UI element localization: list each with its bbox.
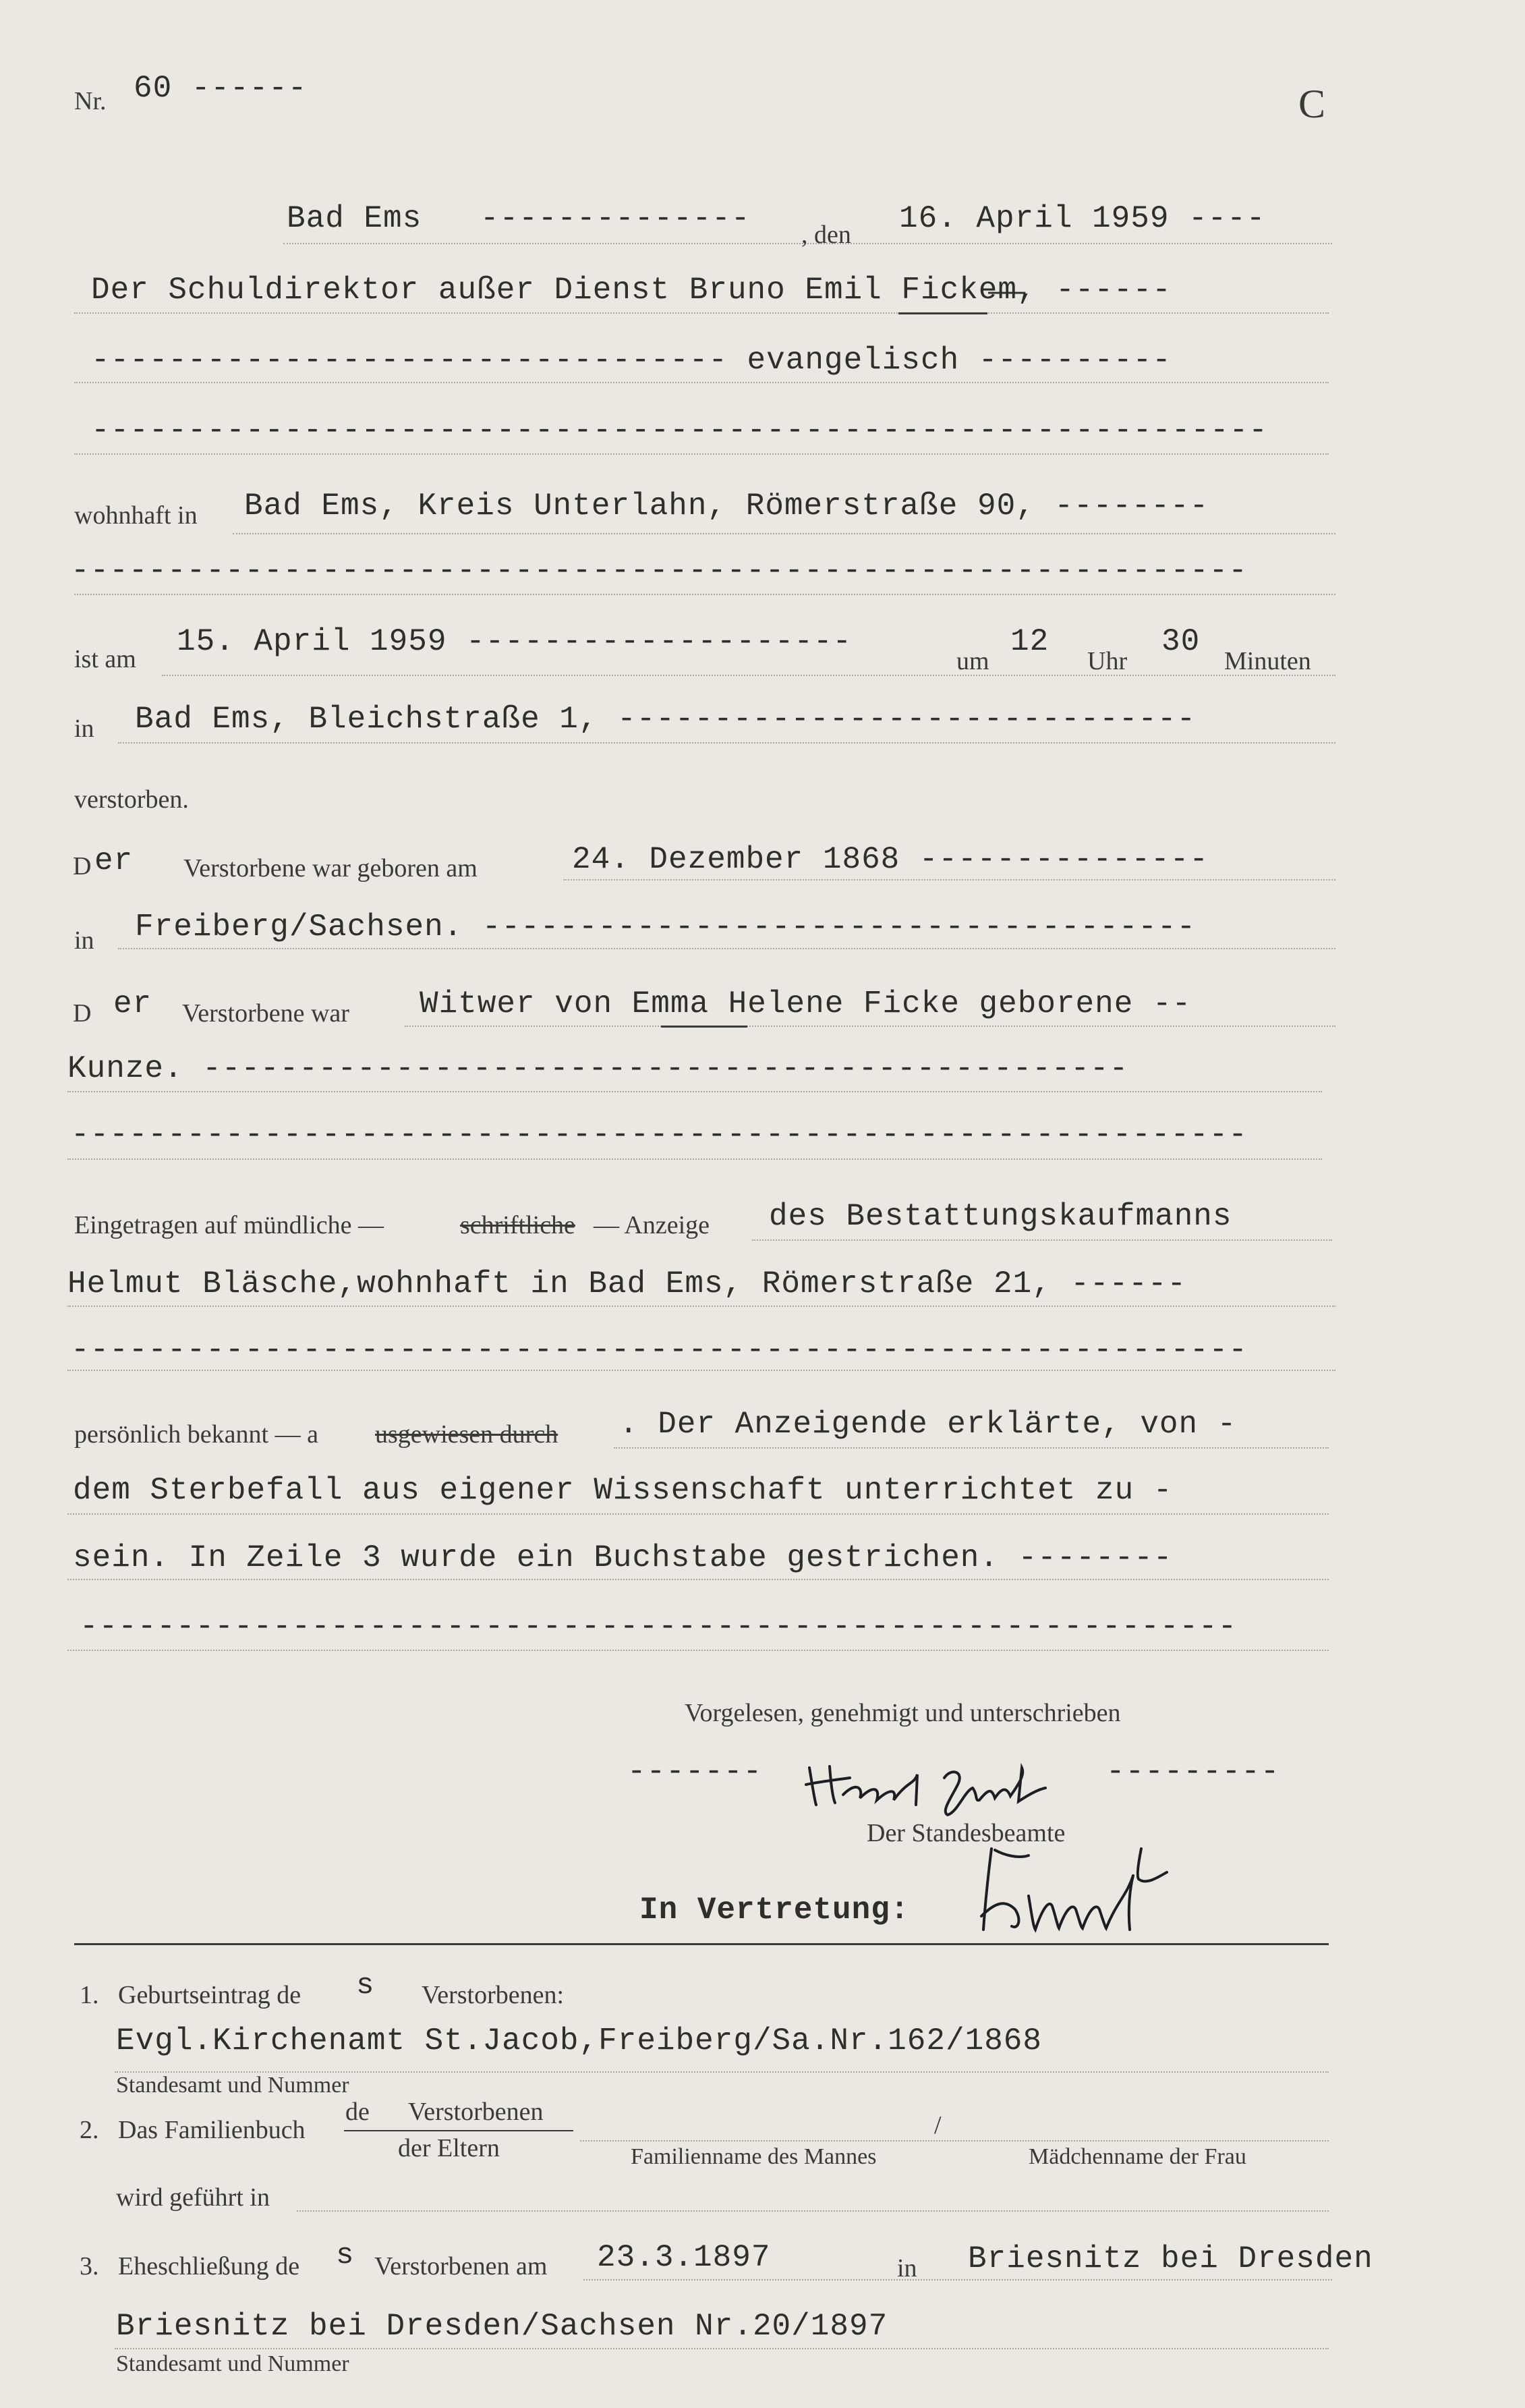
place-dashes: --------------: [480, 201, 751, 236]
note2-kept-label: wird geführt in: [116, 2183, 270, 2212]
nr-label: Nr.: [74, 87, 107, 115]
deceased-name-line: Der Schuldirektor außer Dienst Bruno Emil Ficke̶m̶, ------: [91, 273, 1172, 308]
death-minutes: 30: [1161, 624, 1201, 659]
note2-option-deceased: Verstorbenen: [408, 2098, 544, 2126]
official-signature: [965, 1835, 1187, 1936]
note1-sub: Standesamt und Nummer: [116, 2073, 349, 2098]
note2-husband-label: Familienname des Mannes: [631, 2144, 877, 2169]
note3-label-a: Eheschließung de: [118, 2252, 300, 2280]
residence-line-2: -------------------------------------------------------------: [71, 553, 1248, 588]
note2-label: Das Familienbuch: [118, 2116, 306, 2144]
death-place: Bad Ems, Bleichstraße 1, ------------------------------: [135, 702, 1197, 737]
note2-option-parents: der Eltern: [398, 2134, 500, 2162]
den-label: , den: [801, 221, 851, 249]
marital-value: Witwer von Emma Helene Ficke geborene --: [420, 986, 1192, 1021]
note1-value: Evgl.Kirchenamt St.Jacob,Freiberg/Sa.Nr.162/1868: [116, 2023, 1043, 2059]
note2-option-divider: [344, 2130, 573, 2131]
registration-label-a: Eingetragen auf mündliche —: [74, 1211, 384, 1239]
signature-dashes-left: -------: [627, 1754, 763, 1789]
informant-line-3: -------------------------------------------------------------: [71, 1333, 1248, 1368]
religion-line: --------------------------------- evangelisch ----------: [91, 343, 1172, 378]
verstorben-label: verstorben.: [74, 785, 189, 814]
deputy-label: In Vertretung:: [639, 1893, 910, 1928]
marital-d-prefix: D: [73, 999, 92, 1028]
informant-signature: [796, 1747, 1059, 1822]
note3-s: s: [336, 2239, 355, 2272]
official-label: Der Standesbeamte: [867, 1819, 1066, 1847]
note3-value: Briesnitz bei Dresden/Sachsen Nr.20/1897: [116, 2309, 888, 2344]
place: Bad Ems: [287, 201, 422, 236]
register-letter: C: [1298, 82, 1326, 126]
residence-label: wohnhaft in: [74, 501, 198, 530]
spouse-underline: [661, 1026, 747, 1028]
registration-label-b: — Anzeige: [594, 1211, 710, 1239]
marriage-place: Briesnitz bei Dresden: [968, 2241, 1373, 2276]
note2-de: de: [345, 2098, 370, 2126]
record-number: 60 ------: [134, 71, 308, 106]
note3-number: 3.: [80, 2252, 99, 2280]
birth-date: 24. Dezember 1868 ---------------: [572, 842, 1209, 877]
in-label: in: [74, 715, 94, 743]
death-hour: 12: [1010, 624, 1049, 659]
identity-line-2: dem Sterbefall aus eigener Wissenschaft unterrichtet zu -: [73, 1473, 1173, 1508]
note2-number: 2.: [80, 2116, 99, 2144]
um-label: um: [956, 647, 989, 675]
uhr-label: Uhr: [1087, 647, 1128, 675]
birth-label: Verstorbene war geboren am: [183, 854, 478, 883]
marital-line-3: -------------------------------------------------------------: [71, 1117, 1248, 1152]
marriage-date: 23.3.1897: [597, 2240, 771, 2275]
identity-label-struck: usgewiesen durch: [375, 1420, 558, 1449]
name-underline: [898, 312, 987, 314]
note1-label-b: Verstorbenen:: [422, 1981, 565, 2009]
birth-in-label: in: [74, 926, 94, 955]
informant-line-2: Helmut Bläsche,wohnhaft in Bad Ems, Römerstraße 21, ------: [67, 1266, 1187, 1301]
marital-er-suffix: er: [113, 986, 152, 1021]
residence-value: Bad Ems, Kreis Unterlahn, Römerstraße 90, --------: [244, 488, 1209, 524]
informant-description: des Bestattungskaufmanns: [769, 1199, 1232, 1234]
birth-d-prefix: D: [73, 852, 92, 880]
registration-label-struck: schriftliche: [460, 1211, 575, 1239]
section-divider: [74, 1943, 1329, 1945]
marital-line-2: Kunze. ------------------------------------------------: [67, 1051, 1129, 1086]
identity-line-3: sein. In Zeile 3 wurde ein Buchstabe gestrichen. --------: [73, 1540, 1173, 1575]
note3-sub: Standesamt und Nummer: [116, 2351, 349, 2376]
birth-er-suffix: er: [94, 843, 134, 878]
identity-line-4: ------------------------------------------------------------: [80, 1609, 1238, 1644]
blank-line-1: -------------------------------------------------------------: [91, 413, 1268, 448]
marital-label: Verstorbene war: [182, 999, 349, 1028]
death-date: 15. April 1959 --------------------: [177, 624, 853, 659]
identity-value: . Der Anzeigende erklärte, von -: [619, 1407, 1237, 1442]
note1-label-a: Geburtseintrag de: [118, 1981, 301, 2009]
record-date: 16. April 1959 ----: [899, 201, 1266, 236]
ist-am-label: ist am: [74, 645, 136, 673]
note1-s: s: [356, 1969, 375, 2003]
note2-wife-label: Mädchenname der Frau: [1029, 2144, 1246, 2169]
note1-number: 1.: [80, 1981, 99, 2009]
signature-label: Vorgelesen, genehmigt und unterschrieben: [685, 1699, 1121, 1727]
note3-in: in: [897, 2254, 917, 2283]
signature-dashes-right: ---------: [1106, 1754, 1280, 1789]
note3-label-b: Verstorbenen am: [374, 2252, 548, 2280]
note2-slash: /: [934, 2111, 942, 2139]
minuten-label: Minuten: [1224, 647, 1311, 675]
birth-place: Freiberg/Sachsen. -------------------------------------: [135, 909, 1197, 945]
identity-label-a: persönlich bekannt — a: [74, 1420, 318, 1449]
